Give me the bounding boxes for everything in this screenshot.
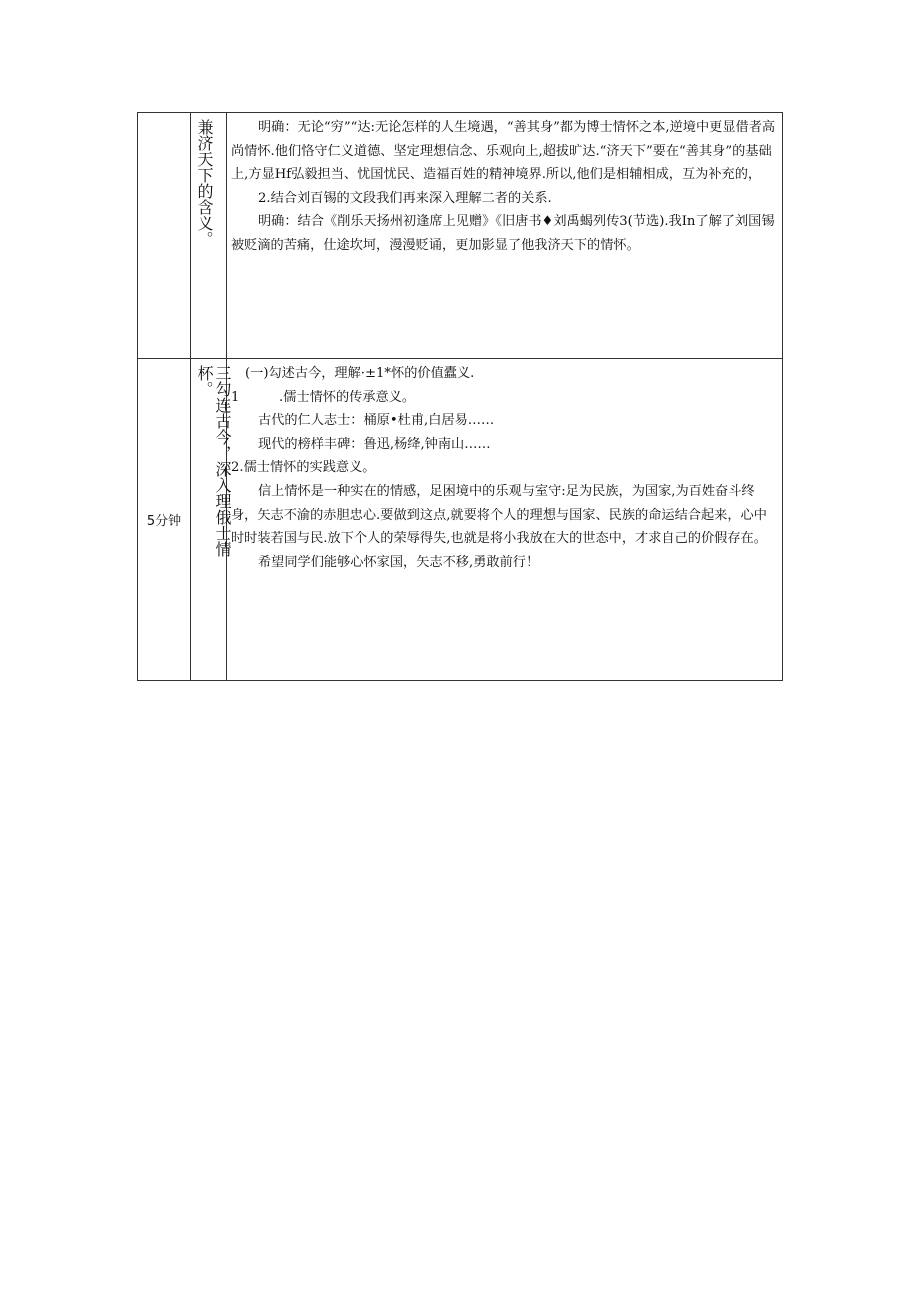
time-cell xyxy=(138,113,191,359)
item-number: 1 xyxy=(231,389,240,405)
paragraph: 明确：结合《削乐天扬州初逢席上见赠》《旧唐书♦刘禹蝎列传3(节选).我In了解了刘国锡被贬滴的苦痛，仕途坎坷，漫漫贬诵，更加影显了他我济天下的情怀。 xyxy=(231,214,775,253)
section-title-cell xyxy=(191,113,227,359)
section-title: 三勾连古今，深入理俄士情杯。 xyxy=(195,365,232,557)
content-cell xyxy=(227,359,783,681)
paragraph: 明确：无论“穷”“达:无论怎样的人生境遇，“善其身”都为博士情怀之本,逆境中更显借者高尚情怀.他们恪守仁义道德、坚定理想信念、乐观向上,超拔旷达.“济天下”要在“善其身”的基础上,方显Hf弘毅担当、忧国忧民、造福百姓的精神境界.所以,他们是相辅相成，互为补充的， xyxy=(231,120,776,183)
list-item xyxy=(231,386,778,410)
section-heading: (一)勾述古今，理解·±1*怀的价值蠹义. xyxy=(245,366,475,381)
table-row xyxy=(138,359,783,681)
paragraph: 现代的榜样丰碑：鲁迅,杨绛,钟南山…… xyxy=(258,436,491,452)
item-text: .儒士情怀的传承意义。 xyxy=(279,389,416,405)
paragraph: 2.结合刘百锡的文段我们再来深入理解二者的关系. xyxy=(258,190,552,206)
lesson-table xyxy=(137,112,783,681)
list-item: 2.儒士情怀的实践意义。 xyxy=(231,460,376,476)
table-row xyxy=(138,113,783,359)
paragraph: 希望同学们能够心怀家国，矢志不移,勇敢前行！ xyxy=(258,554,540,570)
time-cell: 5分钟 xyxy=(138,359,191,681)
content-cell xyxy=(227,113,783,359)
paragraph: 信上情怀是一种实在的情感，足困境中的乐观与室守:足为民族，为国家,为百姓奋斗终身，矢志不渝的赤胆忠心.要做到这点,就要将个人的理想与国家、民族的命运结合起来，心中时时装若国与民.放下个人的荣辱得失,也就是将小我放在大的世态中，才求自己的价假存在。 xyxy=(231,483,767,547)
section-title: 兼济天下的含义。 xyxy=(195,119,214,247)
section-title-cell xyxy=(191,359,232,681)
paragraph: 古代的仁人志士：桶原•杜甫,白居易…… xyxy=(258,413,495,429)
